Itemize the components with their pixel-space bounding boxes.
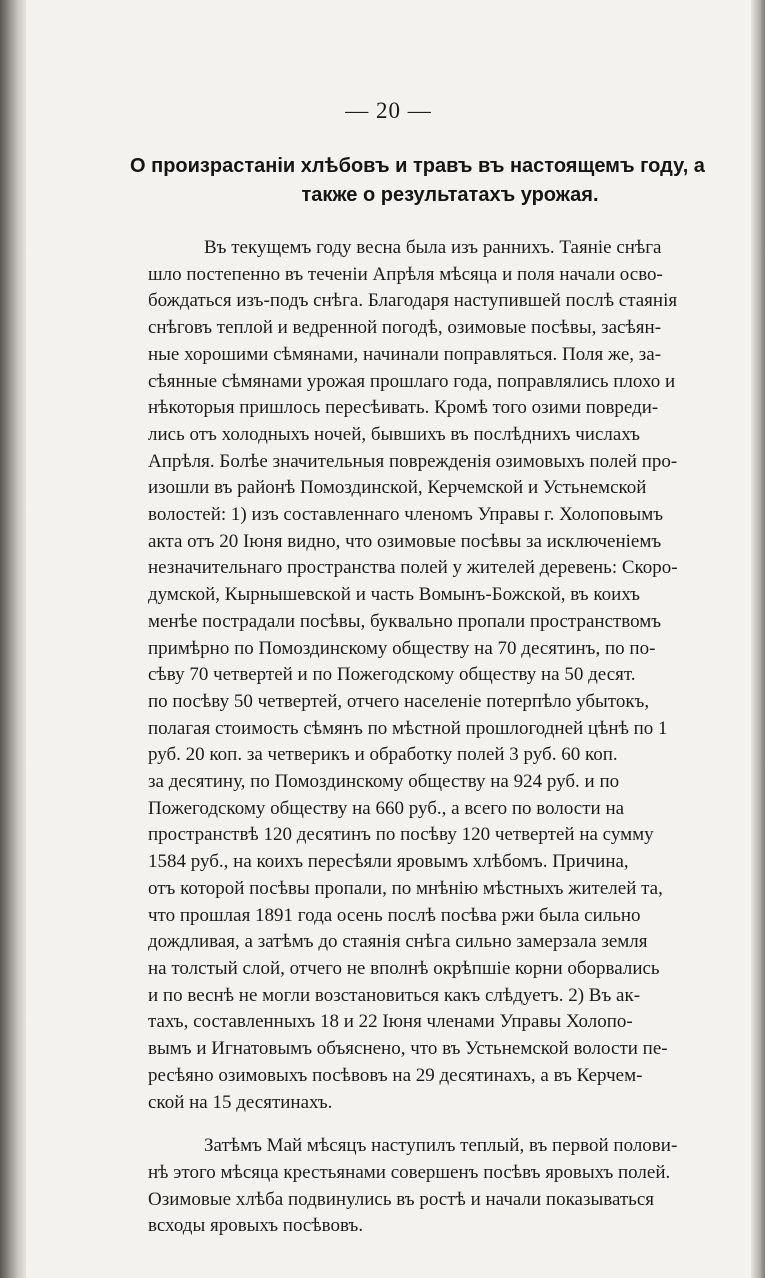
- section-title-line: О произрастаніи хлѣбовъ и травъ въ настоящемъ году, а: [130, 155, 705, 177]
- text-line: Затѣмъ Май мѣсяцъ наступилъ теплый, въ первой полови-: [204, 1135, 678, 1157]
- section-title: [130, 152, 765, 210]
- text-line: примѣрно по Помоздинскому обществу на 70 десятинъ, по по-: [148, 637, 656, 659]
- text-line: на толстый слой, отчего не вполнѣ окрѣпшіе корни оборвались: [148, 957, 660, 979]
- text-line: ные хорошими сѣмянами, начинали поправляться. Поля же, за-: [148, 343, 662, 365]
- text-line: менѣе пострадали посѣвы, буквально пропали пространствомъ: [148, 610, 662, 632]
- text-line: незначительнаго пространства полей у жителей деревень: Скоро-: [148, 557, 678, 579]
- text-line: шло постепенно въ теченіи Апрѣля мѣсяца и поля начали осво-: [148, 263, 663, 285]
- document-page: [26, 0, 751, 1278]
- text-line: дождливая, а затѣмъ до стаянія снѣга сильно замерзала земля: [148, 931, 648, 953]
- text-line: что прошлая 1891 года осень послѣ посѣва ржи была сильно: [148, 904, 641, 926]
- text-line: и по веснѣ не могли возстановиться какъ слѣдуетъ. 2) Въ ак-: [148, 984, 641, 1006]
- text-line: сѣву 70 четвертей и по Пожегодскому обществу на 50 десят.: [148, 664, 636, 686]
- scan-binding-edge: [0, 0, 26, 1278]
- text-line: снѣговъ теплой и ведренной погодѣ, озимовые посѣвы, засѣян-: [148, 317, 662, 339]
- text-line: полагая стоимость сѣмянъ по мѣстной прошлогодней цѣнѣ по 1: [148, 717, 668, 739]
- paragraph-gap: [148, 1116, 763, 1133]
- text-line: бождаться изъ-подъ снѣга. Благодаря наступившей послѣ стаянія: [148, 290, 678, 312]
- text-line: сѣянные сѣмянами урожая прошлаго года, поправлялись плохо и: [148, 370, 676, 392]
- text-line: лись отъ холодныхъ ночей, бывшихъ въ послѣднихъ числахъ: [148, 423, 640, 445]
- text-line: пространствѣ 120 десятинъ по посѣву 120 четвертей на сумму: [148, 824, 654, 846]
- text-line: изошли въ районѣ Помоздинской, Керчемской и Устьнемской: [148, 477, 647, 499]
- text-line: нѣкоторыя пришлось пересѣивать. Кромѣ того озими повреди-: [148, 397, 659, 419]
- text-line: волостей: 1) изъ составленнаго членомъ Управы г. Холоповымъ: [148, 504, 664, 526]
- text-line: руб. 20 коп. за четверикъ и обработку полей 3 руб. 60 коп.: [148, 744, 618, 766]
- text-line: ской на 15 десятинахъ.: [148, 1091, 333, 1113]
- text-line: всходы яровыхъ посѣвовъ.: [148, 1215, 364, 1237]
- text-line: вымъ и Игнатовымъ объяснено, что въ Устьнемской волости пе-: [148, 1038, 668, 1060]
- text-line: акта отъ 20 Іюня видно, что озимовые посѣвы за исключеніемъ: [148, 530, 662, 552]
- text-line: Озимовые хлѣба подвинулись въ ростѣ и начали показываться: [148, 1188, 655, 1210]
- text-line: 1584 руб., на коихъ пересѣяли яровымъ хлѣбомъ. Причина,: [148, 851, 629, 873]
- text-line: по посѣву 50 четвертей, отчего населеніе потерпѣло убытокъ,: [148, 690, 650, 712]
- section-title-line: также о результатахъ урожая.: [301, 184, 599, 206]
- text-line: думской, Кырнышевской и часть Вомынъ-Божской, въ коихъ: [148, 584, 640, 606]
- paragraph: [148, 235, 763, 1116]
- paragraph: [148, 1133, 763, 1240]
- text-line: Въ текущемъ году весна была изъ раннихъ. Таяніе снѣга: [204, 237, 662, 258]
- text-line: тахъ, составленныхъ 18 и 22 Іюня членами Управы Холопо-: [148, 1011, 633, 1033]
- text-line: ресѣяно озимовыхъ посѣвовъ на 29 десятинахъ, а въ Керчем-: [148, 1064, 643, 1086]
- text-line: Пожегодскому обществу на 660 руб., а всего по волости на: [148, 797, 625, 819]
- text-line: отъ которой посѣвы пропали, по мнѣнію мѣстныхъ жителей та,: [148, 877, 663, 899]
- text-line: за десятину, по Помоздинскому обществу на 924 руб. и по: [148, 771, 620, 793]
- page-number: — 20 —: [345, 98, 432, 123]
- document-body: [148, 235, 763, 1240]
- text-line: нѣ этого мѣсяца крестьянами совершенъ посѣвъ яровыхъ полей.: [148, 1161, 671, 1183]
- text-line: Апрѣля. Болѣе значительныя поврежденія озимовыхъ полей про-: [148, 450, 678, 472]
